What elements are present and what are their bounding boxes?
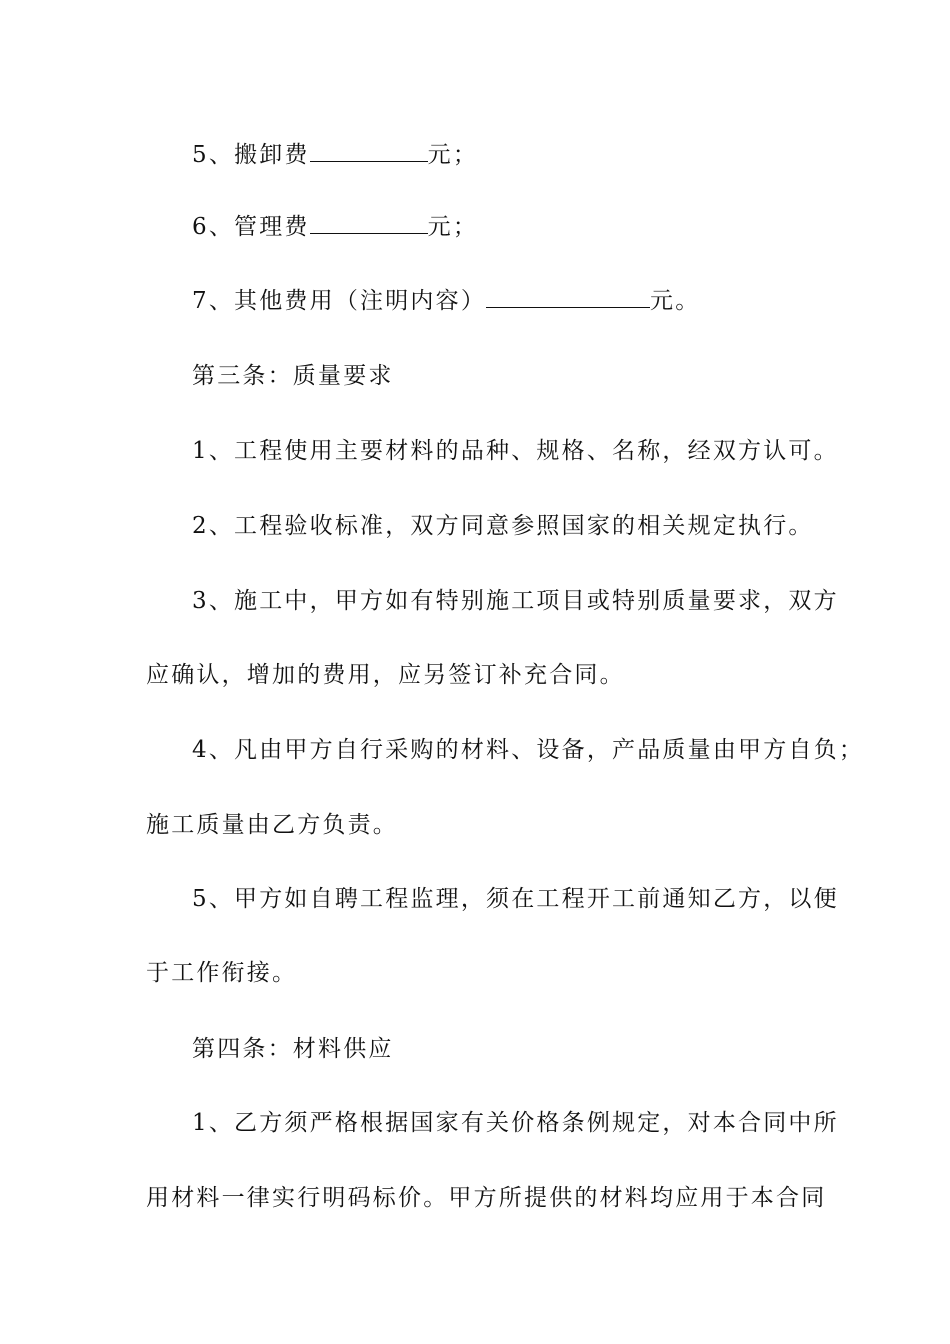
paragraph-line: 施工质量由乙方负责。: [146, 812, 398, 838]
article-4-heading: 第四条：材料供应: [192, 1036, 394, 1062]
paragraph-line: 3、施工中，甲方如有特别施工项目或特别质量要求，双方: [192, 588, 839, 614]
fill-blank: [310, 141, 428, 162]
fee-item-7-unit: 元。: [650, 288, 701, 314]
paragraph-line: 应确认，增加的费用，应另签订补充合同。: [146, 662, 625, 688]
paragraph-line: 4、凡由甲方自行采购的材料、设备，产品质量由甲方自负；: [192, 737, 865, 763]
paragraph-line: 于工作衔接。: [146, 960, 298, 986]
fee-item-6-label: 6、管理费: [192, 214, 310, 240]
fee-item-6-unit: 元；: [427, 214, 479, 240]
fee-item-7: [192, 286, 862, 316]
paragraph-line: 5、甲方如自聘工程监理，须在工程开工前通知乙方，以便: [192, 886, 839, 912]
paragraph-line: 1、乙方须严格根据国家有关价格条例规定，对本合同中所: [192, 1110, 839, 1136]
fill-blank: [486, 287, 650, 308]
fee-item-5: [192, 140, 862, 170]
fee-item-6: [192, 212, 862, 242]
paragraph-line: 2、工程验收标准，双方同意参照国家的相关规定执行。: [192, 513, 814, 539]
fee-item-7-label: 7、其他费用（注明内容）: [192, 288, 487, 314]
paragraph-line: 1、工程使用主要材料的品种、规格、名称，经双方认可。: [192, 438, 839, 464]
paragraph-line: 用材料一律实行明码标价。甲方所提供的材料均应用于本合同: [146, 1185, 827, 1211]
fee-item-5-unit: 元；: [427, 142, 479, 168]
article-3-heading: 第三条：质量要求: [192, 363, 394, 389]
fill-blank: [310, 213, 428, 234]
fee-item-5-label: 5、搬卸费: [192, 142, 310, 168]
